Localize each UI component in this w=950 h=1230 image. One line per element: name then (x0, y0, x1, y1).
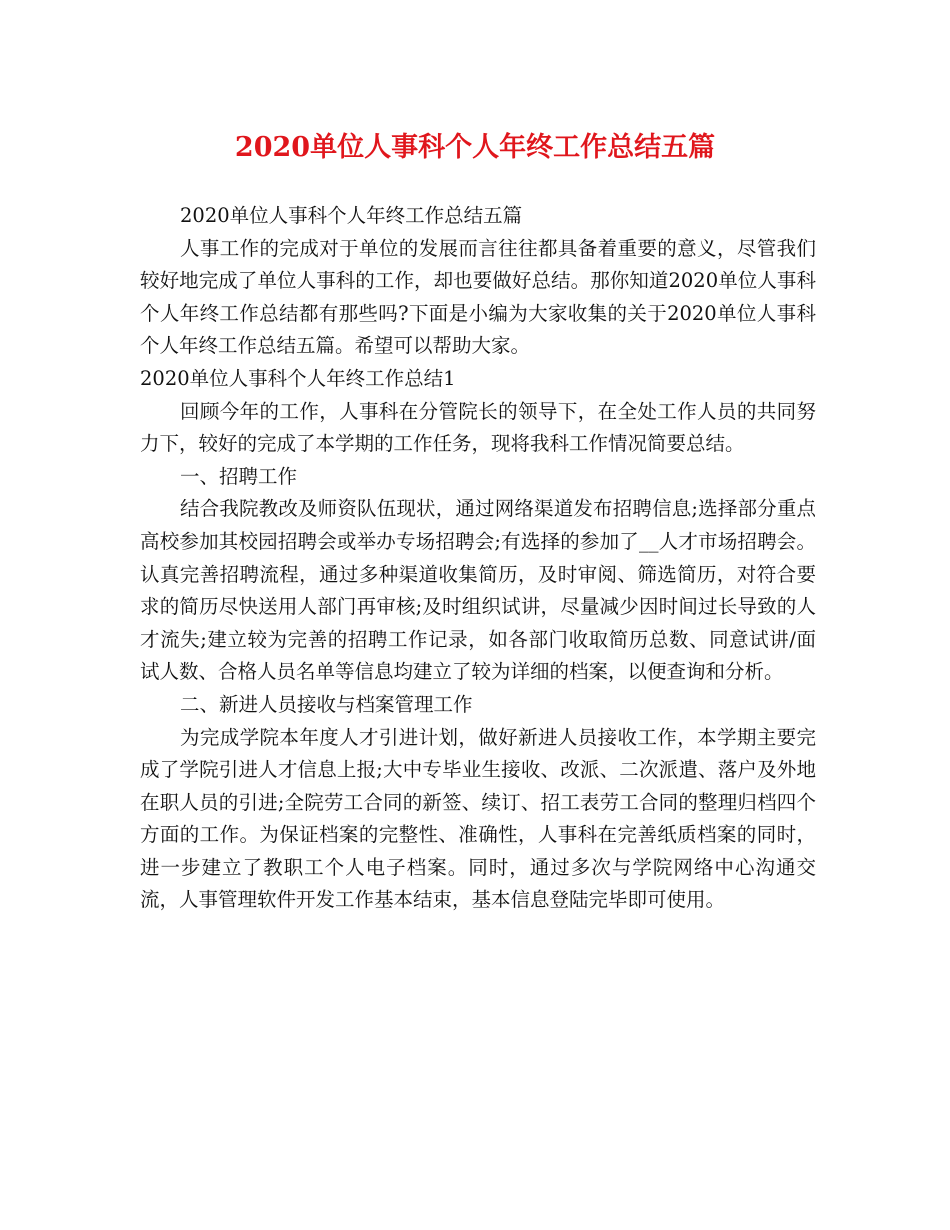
paragraph-review: 回顾今年的工作，人事科在分管院长的领导下，在全处工作人员的共同努力下，较好的完成了本学期的工作任务，现将我科工作情况简要总结。 (140, 399, 816, 456)
document-title: 2020单位人事科个人年终工作总结五篇 (234, 132, 716, 163)
paragraph-recruitment: 结合我院教改及师资队伍现状，通过网络渠道发布招聘信息;选择部分重点高校参加其校园招聘会或举办专场招聘会;有选择的参加了__人才市场招聘会。认真完善招聘流程，通过多种渠道收集简历，及时审阅、筛选简历，对符合要求的简历尽快送用人部门再审核;及时组织试讲，尽量减少因时间过长导致的人才流失;建立较为完善的招聘工作记录，如各部门收取简历总数、同意试讲/面试人数、合格人员名单等信息均建立了较为详细的档案，以便查询和分析。 (140, 497, 816, 684)
paragraph-subtitle: 2020单位人事科个人年终工作总结五篇 (180, 204, 523, 227)
paragraph-intro: 人事工作的完成对于单位的发展而言往往都具备着重要的意义，尽管我们较好地完成了单位人事科的工作，却也要做好总结。那你知道2020单位人事科个人年终工作总结都有那些吗?下面是小编为大家收集的关于2020单位人事科个人年终工作总结五篇。希望可以帮助大家。 (140, 236, 816, 358)
heading-recruitment: 一、招聘工作 (180, 464, 298, 488)
document-body (140, 200, 816, 917)
paragraph-section-heading: 2020单位人事科个人年终工作总结1 (140, 366, 456, 390)
paragraph-new-staff-archives: 为完成学院本年度人才引进计划，做好新进人员接收工作，本学期主要完成了学院引进人才信息上报;大中专毕业生接收、改派、二次派遣、落户及外地在职人员的引进;全院劳工合同的新签、续订、招工表劳工合同的整理归档四个方面的工作。为保证档案的完整性、准确性，人事科在完善纸质档案的同时，进一步建立了教职工个人电子档案。同时，通过多次与学院网络中心沟通交流，人事管理软件开发工作基本结束，基本信息登陆完毕即可使用。 (140, 725, 816, 912)
heading-new-staff-archives: 二、新进人员接收与档案管理工作 (180, 692, 473, 716)
